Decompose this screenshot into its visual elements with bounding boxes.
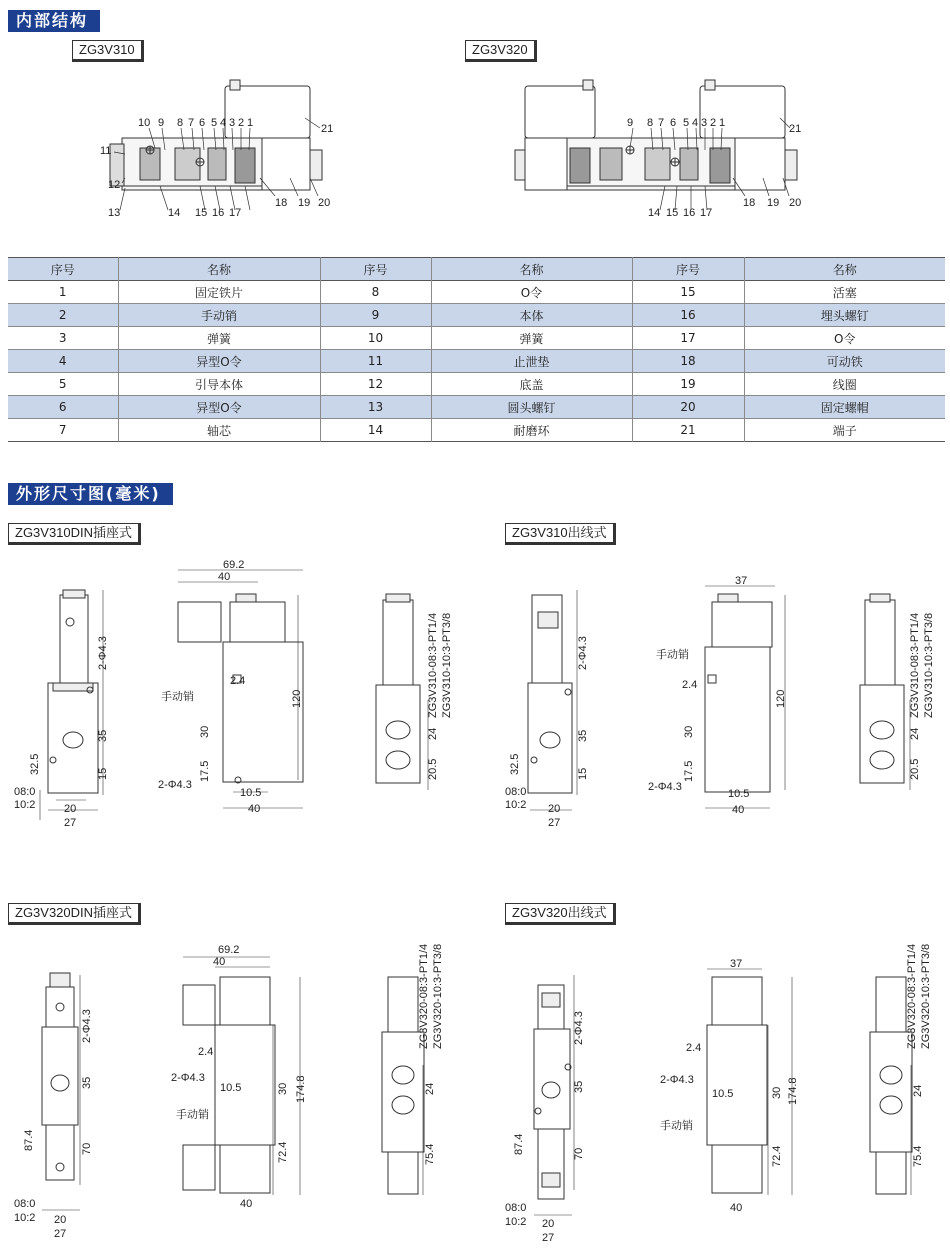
dim-label: 32.5 [509,753,521,775]
part-number: 8 [647,117,654,129]
hand-pin-label: 手动销 [161,691,194,703]
table-cell: 固定螺帽 [820,400,869,415]
part-number: 10 [138,117,151,129]
dimension-drawing-p4 [500,915,945,1245]
dim-label: 20 [64,803,77,815]
internal-structure-diagram-b [505,78,815,228]
dim-label: 15 [577,767,589,780]
part-number: 14 [648,207,661,219]
dim-label: 120 [291,689,303,708]
dim-label: 40 [240,1198,253,1210]
table-cell: 引导本体 [118,373,320,396]
dim-label: 20 [548,803,561,815]
dim-label: 72.4 [771,1145,783,1167]
table-row [8,304,945,327]
table-cell: 19 [632,373,744,396]
dim-label: 2-Φ4.3 [81,1009,93,1043]
table-cell: 线圈 [832,377,857,392]
part-number: 15 [666,207,679,219]
table-cell: 12 [320,373,431,396]
hand-pin-label: 手动销 [656,649,689,661]
dim-label: 10.5 [220,1082,242,1094]
table-cell: 20 [632,396,744,419]
table-cell: 端子 [832,423,857,438]
dim-label: 27 [548,817,561,829]
table-cell: 9 [320,304,431,327]
part-number: 6 [670,117,677,129]
part-number: 5 [683,117,690,129]
table-cell: 21 [632,419,744,442]
table-cell: 1 [8,281,118,304]
table-cell: 可动铁 [826,354,863,369]
dim-label: 37 [730,958,743,970]
table-cell: 止泄垫 [431,350,632,373]
dim-label: 69.2 [218,944,240,956]
table-cell: 弹簧 [118,327,320,350]
dim-label: 35 [573,1080,585,1093]
dim-label: 27 [54,1228,67,1240]
table-cell: 固定铁片 [118,281,320,304]
col-header-no: 序号 [632,258,744,281]
dim-label: 2-Φ4.3 [648,781,682,793]
dimension-drawing-p1 [8,550,478,840]
table-cell: 异型O令 [118,350,320,373]
part-number: 4 [220,117,227,129]
table-cell: 本体 [431,304,632,327]
dim-label: 27 [64,817,77,829]
dim-label: 75.4 [424,1143,436,1165]
model-label-a: ZG3V310 [72,40,144,62]
dim-label: 2-Φ4.3 [158,779,192,791]
table-row [8,350,945,373]
part-number: 17 [229,207,242,219]
dim-label: 30 [277,1082,289,1095]
dimension-drawing-p3 [8,915,478,1245]
dim-label: 174.8 [295,1075,307,1103]
dim-label: 30 [199,725,211,738]
port-spec: ZG3V310-10:3-PT3/8 [923,612,935,718]
port-spec: ZG3V310-08:3-PT1/4 [909,612,921,718]
part-number: 18 [743,197,756,209]
table-row [8,419,945,442]
section-title-internal: 内部结构 [8,10,100,32]
dim-label: 10:2 [505,1216,527,1228]
part-number: 14 [168,207,181,219]
dim-label: 10.5 [712,1088,734,1100]
dim-label: 20.5 [909,758,921,780]
dim-label: 40 [218,571,231,583]
port-spec: ZG3V310-10:3-PT3/8 [441,612,453,718]
table-row [8,327,945,350]
dim-label: 70 [81,1142,93,1155]
dim-label: 2-Φ4.3 [573,1011,585,1045]
table-cell: 8 [320,281,431,304]
dim-label: 2-Φ4.3 [171,1072,205,1084]
part-number: 20 [789,197,802,209]
port-spec: ZG3V320-10:3-PT3/8 [432,943,444,1049]
dim-label: 35 [577,729,589,742]
part-number: 4 [692,117,699,129]
model-label-b: ZG3V320 [465,40,537,62]
dim-label: 72.4 [277,1141,289,1163]
dim-label: 10:2 [14,1212,36,1224]
part-number: 19 [767,197,780,209]
dim-label: 2.4 [198,1046,214,1058]
col-header-no: 序号 [320,258,431,281]
table-cell: 耐磨环 [431,419,632,442]
part-number: 5 [211,117,218,129]
dim-label: 32.5 [29,753,41,775]
part-number: 13 [108,207,121,219]
dim-label: 69.2 [223,559,245,571]
part-number: 1 [247,117,254,129]
dim-label: 87.4 [23,1129,35,1151]
dim-label: 10.5 [728,788,750,800]
dim-label: 24 [424,1082,436,1095]
dim-label: 20.5 [427,758,439,780]
dim-label: 30 [683,725,695,738]
table-cell: 10 [320,327,431,350]
table-cell: 异型O令 [118,396,320,419]
part-number: 1 [719,117,726,129]
table-cell: 圆头螺钉 [431,396,632,419]
table-cell: 5 [8,373,118,396]
part-number: 19 [298,197,311,209]
part-number: 12 [108,179,121,191]
dim-label: 40 [732,804,745,816]
dim-label: 35 [81,1076,93,1089]
part-number: 17 [700,207,713,219]
table-cell: 埋头螺钉 [820,308,869,323]
port-spec: ZG3V310-08:3-PT1/4 [427,612,439,718]
dim-label: 17.5 [683,760,695,782]
dim-label: 24 [912,1084,924,1097]
dim-label: 40 [248,803,261,815]
dim-label: 75.4 [912,1145,924,1167]
part-number: 7 [188,117,195,129]
table-cell: 手动销 [118,304,320,327]
internal-structure-diagram-a [100,78,340,228]
dim-label: 2-Φ4.3 [97,636,109,670]
table-cell: O令 [834,331,856,346]
table-cell: 13 [320,396,431,419]
model-label-p2: ZG3V310出线式 [505,523,616,545]
part-number: 3 [701,117,708,129]
section-title-dimensions: 外形尺寸图(毫米) [8,483,173,505]
table-row [8,396,945,419]
col-header-name: 名称 [118,258,320,281]
part-number: 3 [229,117,236,129]
part-number: 11 [100,145,112,157]
table-cell: 3 [8,327,118,350]
hand-pin-label: 手动销 [660,1120,693,1132]
dim-label: 10:2 [505,799,527,811]
model-label-p1: ZG3V310DIN插座式 [8,523,141,545]
part-number: 2 [238,117,245,129]
model-label-p3: ZG3V320DIN插座式 [8,903,141,925]
part-number: 16 [212,207,225,219]
col-header-no: 序号 [8,258,118,281]
dim-label: 35 [97,729,109,742]
part-number: 16 [683,207,696,219]
part-number: 21 [789,123,802,135]
col-header-name: 名称 [832,262,857,277]
dim-label: 40 [730,1202,743,1214]
dim-label: 10.5 [240,787,262,799]
part-number: 15 [195,207,208,219]
part-number: 7 [658,117,665,129]
dim-label: 15 [97,767,109,780]
table-cell: 弹簧 [431,327,632,350]
dim-label: 08:0 [14,1198,36,1210]
dim-label: 08:0 [14,786,36,798]
dim-label: 120 [775,689,787,708]
parts-table [8,257,945,442]
table-cell: 17 [632,327,744,350]
part-number: 8 [177,117,184,129]
table-cell: 底盖 [431,373,632,396]
dim-label: 27 [542,1232,555,1244]
dim-label: 08:0 [505,786,527,798]
part-number: 6 [199,117,206,129]
dim-label: 20 [542,1218,555,1230]
model-label-p4: ZG3V320出线式 [505,903,616,925]
dim-label: 2-Φ4.3 [577,636,589,670]
table-cell: 6 [8,396,118,419]
dim-label: 17.5 [199,760,211,782]
col-header-name: 名称 [431,258,632,281]
dim-label: 24 [427,727,439,740]
dim-label: 70 [573,1147,585,1160]
dim-label: 08:0 [505,1202,527,1214]
dim-label: 10:2 [14,799,36,811]
dim-label: 2-Φ4.3 [660,1074,694,1086]
part-number: 18 [275,197,288,209]
table-cell: 活塞 [832,285,857,300]
dim-label: 37 [735,575,748,587]
table-cell: 16 [632,304,744,327]
part-number: 2 [710,117,717,129]
table-cell: O令 [431,281,632,304]
table-cell: 2 [8,304,118,327]
hand-pin-label: 手动销 [176,1109,209,1121]
table-cell: 11 [320,350,431,373]
port-spec: ZG3V320-10:3-PT3/8 [920,943,932,1049]
dim-label: 2.4 [230,675,246,687]
table-cell: 4 [8,350,118,373]
dim-label: 40 [213,956,226,968]
dim-label: 87.4 [513,1133,525,1155]
table-row [8,373,945,396]
dim-label: 2.4 [686,1042,702,1054]
table-cell: 18 [632,350,744,373]
port-spec: ZG3V320-08:3-PT1/4 [906,943,918,1049]
table-cell: 15 [632,281,744,304]
part-number: 9 [627,117,634,129]
table-header-row [8,258,945,281]
table-cell: 轴芯 [118,419,320,442]
dimension-drawing-p2 [500,550,945,840]
part-number: 20 [318,197,331,209]
table-cell: 14 [320,419,431,442]
dim-label: 30 [771,1086,783,1099]
dim-label: 174.8 [787,1077,799,1105]
dim-label: 2.4 [682,679,698,691]
dim-label: 24 [909,727,921,740]
port-spec: ZG3V320-08:3-PT1/4 [418,943,430,1049]
table-row [8,281,945,304]
dim-label: 20 [54,1214,67,1226]
table-cell: 7 [8,419,118,442]
part-number: 9 [158,117,165,129]
part-number: 21 [321,123,334,135]
